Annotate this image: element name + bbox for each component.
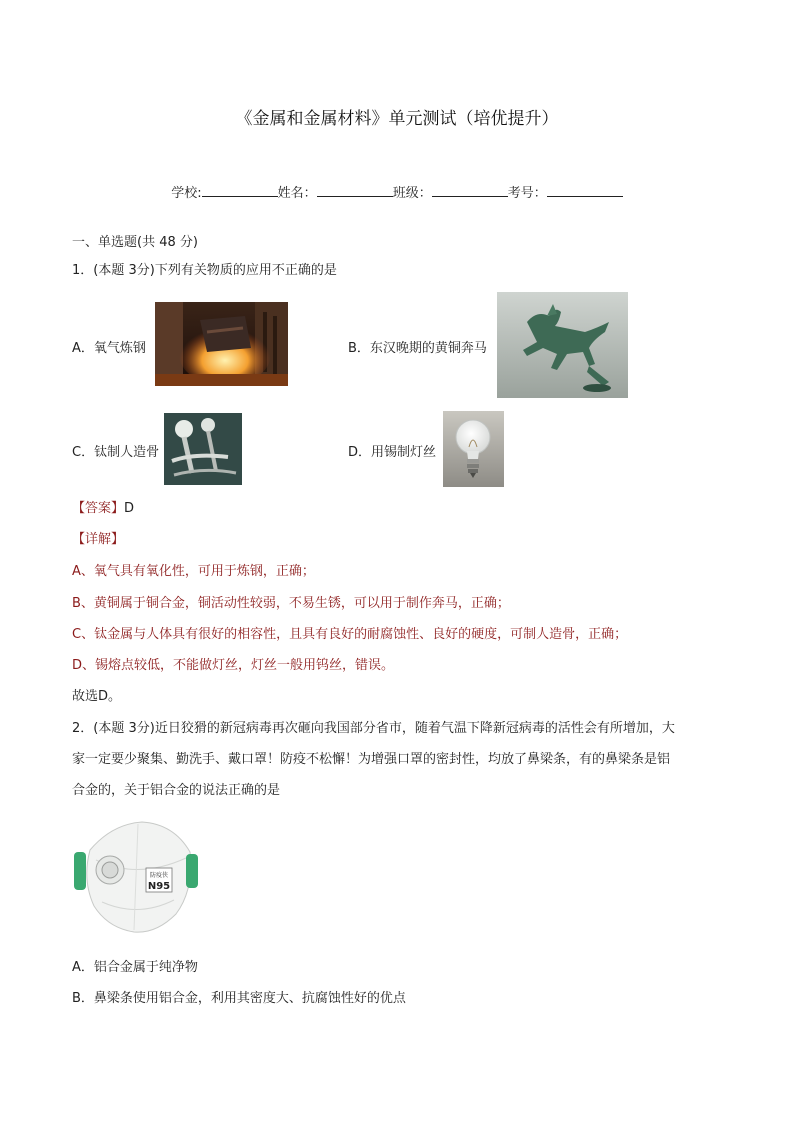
mask-brand: 防疫侠 [149,872,169,879]
page-title: 《金属和金属材料》单元测试（培优提升） [235,109,559,129]
answer-label: 【答案】 [72,501,125,516]
school-label: 学校: [171,186,202,201]
student-info-line [0,182,794,201]
name-label: 姓名： [277,186,317,201]
explanation-b: B、黄铜属于铜合金，铜活动性较弱，不易生锈，可以用于制作奔马，正确； [72,596,510,611]
q1-answer [72,497,134,516]
answer-value: D [124,501,135,516]
q2-option-b: B．鼻梁条使用铝合金，利用其密度大、抗腐蚀性好的优点 [72,991,406,1006]
lightbulb-image [443,411,504,487]
q2-stem-line-3: 合金的，关于铝合金的说法正确的是 [72,783,281,798]
class-label: 班级： [392,186,432,201]
class-blank [432,184,508,197]
q2-option-a: A．铝合金属于纯净物 [72,960,198,975]
q1-option-c: C．钛制人造骨 [72,445,160,460]
steelmaking-image [155,302,288,386]
q1-stem: 1．(本题 3分)下列有关物质的应用不正确的是 [72,263,337,278]
mask-model: N95 [147,881,171,892]
n95-mask-image [72,810,202,938]
number-blank [547,184,623,197]
q1-conclusion: 故选D。 [72,689,122,704]
q2-stem-line-1: 2．(本题 3分)近日狡猾的新冠病毒再次砸向我国部分省市，随着气温下降新冠病毒的活性会有所增加，大 [72,721,675,736]
school-blank [202,184,278,197]
bronze-horse-image [497,292,628,398]
detail-label: 【详解】 [72,532,125,547]
explanation-a: A、氧气具有氧化性，可用于炼钢，正确； [72,564,315,579]
name-blank [317,184,393,197]
q1-option-d: D．用锡制灯丝 [348,445,437,460]
q1-option-b: B．东汉晚期的黄铜奔马 [348,341,487,356]
section-heading: 一、单选题(共 48 分) [72,235,198,250]
q1-option-a: A．氧气炼钢 [72,341,146,356]
q2-stem-line-2: 家一定要少聚集、勤洗手、戴口罩！防疫不松懈！为增强口罩的密封性，均放了鼻梁条，有的鼻梁条是铝 [72,752,671,767]
explanation-c: C、钛金属与人体具有很好的相容性，且具有良好的耐腐蚀性、良好的硬度，可制人造骨，正确； [72,627,628,642]
number-label: 考号： [507,186,547,201]
titanium-bone-image [164,413,242,485]
explanation-d: D、锡熔点较低，不能做灯丝，灯丝一般用钨丝，错误。 [72,658,395,673]
